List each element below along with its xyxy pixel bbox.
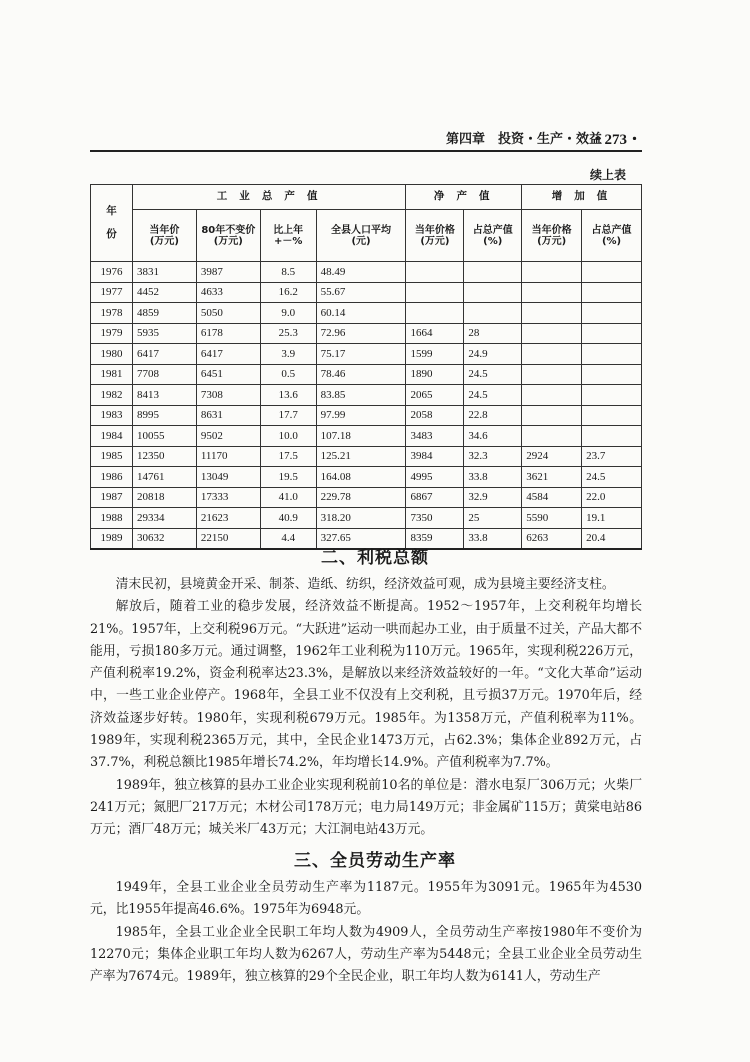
- table-cell: 5935: [132, 323, 196, 344]
- table-cell: 72.96: [316, 323, 406, 344]
- table-cell: 3621: [522, 467, 582, 488]
- table-cell: [522, 405, 582, 426]
- table-cell: 24.9: [464, 344, 522, 365]
- group-header-net-output: 净 产 值: [406, 185, 522, 210]
- table-cell: [522, 323, 582, 344]
- table-cell: 20818: [132, 487, 196, 508]
- table-cell: [522, 262, 582, 283]
- table-cell: 125.21: [316, 446, 406, 467]
- column-header: 当年价格 (万元): [522, 210, 582, 262]
- table-cell: 22.8: [464, 405, 522, 426]
- section-title-labor-productivity: 三、全员劳动生产率: [294, 851, 456, 871]
- table-cell: 19.5: [260, 467, 316, 488]
- table-cell: 48.49: [316, 262, 406, 283]
- table-cell: 17.5: [260, 446, 316, 467]
- table-cell: 3987: [196, 262, 260, 283]
- table-cell: 107.18: [316, 426, 406, 447]
- table-cell: 28: [464, 323, 522, 344]
- table-cell: 97.99: [316, 405, 406, 426]
- table-cell: 1599: [406, 344, 464, 365]
- table-row: [91, 282, 642, 303]
- table-cell: 10.0: [260, 426, 316, 447]
- year-cell: 1987: [91, 487, 133, 508]
- year-cell: 1977: [91, 282, 133, 303]
- table-cell: 22150: [196, 528, 260, 549]
- column-header: 占总产值 (%): [582, 210, 642, 262]
- table-cell: [582, 385, 642, 406]
- chapter-title: 第四章 投资・生产・效益: [445, 132, 602, 147]
- table-cell: 318.20: [316, 508, 406, 529]
- table-cell: 1890: [406, 364, 464, 385]
- table-cell: 40.9: [260, 508, 316, 529]
- table-cell: 1664: [406, 323, 464, 344]
- table-cell: 75.17: [316, 344, 406, 365]
- column-header: 占总产值 (%): [464, 210, 522, 262]
- table-cell: 32.3: [464, 446, 522, 467]
- table-cell: 4.4: [260, 528, 316, 549]
- year-cell: 1978: [91, 303, 133, 324]
- table-cell: 19.1: [582, 508, 642, 529]
- table-cell: 2924: [522, 446, 582, 467]
- column-header: 当年价格 (万元): [406, 210, 464, 262]
- table-cell: 83.85: [316, 385, 406, 406]
- industrial-output-table: [90, 184, 642, 550]
- paragraph: 清末民初，县境黄金开采、制茶、造纸、纺织，经济效益可观，成为县境主要经济支柱。: [115, 577, 615, 592]
- table-row: [91, 364, 642, 385]
- table-row: [91, 344, 642, 365]
- table-row: [91, 262, 642, 283]
- table-cell: [522, 344, 582, 365]
- table-cell: 7350: [406, 508, 464, 529]
- table-cell: 25: [464, 508, 522, 529]
- year-cell: 1976: [91, 262, 133, 283]
- table-cell: [582, 323, 642, 344]
- table-cell: 10055: [132, 426, 196, 447]
- table-cell: 33.8: [464, 528, 522, 549]
- table-cell: 4995: [406, 467, 464, 488]
- page-header: [90, 124, 642, 152]
- table-cell: 29334: [132, 508, 196, 529]
- table-cell: [464, 282, 522, 303]
- table-cell: 23.7: [582, 446, 642, 467]
- table-cell: 17.7: [260, 405, 316, 426]
- table-cell: 8413: [132, 385, 196, 406]
- group-header-gross-output: 工 业 总 产 值: [132, 185, 405, 210]
- table-row: [91, 405, 642, 426]
- table-cell: 7708: [132, 364, 196, 385]
- table-cell: 16.2: [260, 282, 316, 303]
- table-cell: 3.9: [260, 344, 316, 365]
- table-cell: 22.0: [582, 487, 642, 508]
- table-cell: [464, 262, 522, 283]
- table-cell: 5050: [196, 303, 260, 324]
- table-cell: [522, 426, 582, 447]
- year-cell: 1988: [91, 508, 133, 529]
- group-header-value-added: 增 加 值: [522, 185, 642, 210]
- table-cell: 12350: [132, 446, 196, 467]
- table-cell: 4452: [132, 282, 196, 303]
- paragraph: 1989年，独立核算的县办工业企业实现利税前10名的单位是：潜水电泵厂306万元；火柴厂241万元；氮肥厂217万元；木材公司178万元；电力局149万元；非金属矿115万；黄棠电站86万元；酒厂48万元；城关米厂43万元；大江洞电站43万元。: [90, 777, 642, 838]
- table-cell: 60.14: [316, 303, 406, 324]
- table-cell: 3483: [406, 426, 464, 447]
- table-cell: [464, 303, 522, 324]
- column-header: 80年不变价 (万元): [196, 210, 260, 262]
- table-row: [91, 426, 642, 447]
- year-cell: 1989: [91, 528, 133, 549]
- continuation-label: 续上表: [589, 168, 626, 182]
- year-cell: 1979: [91, 323, 133, 344]
- table-cell: 9.0: [260, 303, 316, 324]
- table-cell: 24.5: [582, 467, 642, 488]
- paragraph: 1985年，全县工业企业全民职工年均人数为4909人，全员劳动生产率按1980年不变价为12270元；集体企业职工年均人数为6267人，劳动生产率为5448元；全县工业企业全员劳动生产率为7674元。1989年，独立核算的29个全民企业，职工年均人数为6141人，劳动生产: [90, 924, 642, 985]
- table-cell: 41.0: [260, 487, 316, 508]
- table-cell: 8359: [406, 528, 464, 549]
- table-cell: 25.3: [260, 323, 316, 344]
- table-cell: 7308: [196, 385, 260, 406]
- table-cell: 8.5: [260, 262, 316, 283]
- year-header: 年 份: [91, 185, 133, 262]
- table-row: [91, 303, 642, 324]
- table-row: [91, 446, 642, 467]
- table-cell: [522, 385, 582, 406]
- table-cell: 13049: [196, 467, 260, 488]
- table-cell: 24.5: [464, 385, 522, 406]
- table-cell: 3831: [132, 262, 196, 283]
- section-title-profit-tax: 二、利税总额: [321, 548, 429, 568]
- table-row: [91, 385, 642, 406]
- table-row: [91, 487, 642, 508]
- paragraph: 1949年，全县工业企业全员劳动生产率为1187元。1955年为3091元。1965年为4530元，比1955年提高46.6%。1975年为6948元。: [90, 880, 642, 918]
- table-cell: 164.08: [316, 467, 406, 488]
- table-cell: 78.46: [316, 364, 406, 385]
- year-cell: 1983: [91, 405, 133, 426]
- table-cell: [522, 303, 582, 324]
- table-cell: 9502: [196, 426, 260, 447]
- section-body-profit-tax: [90, 574, 642, 842]
- table-cell: [582, 282, 642, 303]
- table-row: [91, 467, 642, 488]
- year-cell: 1982: [91, 385, 133, 406]
- page-number: ・273・: [589, 132, 642, 148]
- table-cell: 8631: [196, 405, 260, 426]
- year-cell: 1980: [91, 344, 133, 365]
- table-cell: 11170: [196, 446, 260, 467]
- column-header: 全县人口平均 (元): [316, 210, 406, 262]
- year-cell: 1986: [91, 467, 133, 488]
- table-cell: 6417: [196, 344, 260, 365]
- table-cell: 17333: [196, 487, 260, 508]
- table-cell: [406, 262, 464, 283]
- table-cell: 34.6: [464, 426, 522, 447]
- table-cell: 6867: [406, 487, 464, 508]
- table-cell: [522, 282, 582, 303]
- table-cell: 3984: [406, 446, 464, 467]
- table-cell: 5590: [522, 508, 582, 529]
- table-cell: 20.4: [582, 528, 642, 549]
- table-cell: 30632: [132, 528, 196, 549]
- table-cell: 4633: [196, 282, 260, 303]
- table-cell: 13.6: [260, 385, 316, 406]
- table-cell: 55.67: [316, 282, 406, 303]
- table-cell: [406, 303, 464, 324]
- table-cell: 327.65: [316, 528, 406, 549]
- table-cell: 2058: [406, 405, 464, 426]
- table-cell: 2065: [406, 385, 464, 406]
- table-cell: [522, 364, 582, 385]
- table-cell: 229.78: [316, 487, 406, 508]
- table-cell: 6263: [522, 528, 582, 549]
- column-header: 比上年 +－%: [260, 210, 316, 262]
- table-cell: 8995: [132, 405, 196, 426]
- table-cell: 33.8: [464, 467, 522, 488]
- table-cell: [582, 405, 642, 426]
- table-cell: 21623: [196, 508, 260, 529]
- paragraph: 解放后，随着工业的稳步发展，经济效益不断提高。1952～1957年，上交利税年均增长21%。1957年，上交利税96万元。“大跃进”运动一哄而起办工业，由于质量不过关，产品大都不能用，亏损180多万元。通过调整，1962年工业利税为110万元。1965年，实现利税226万元，产值利税率19.2%，资金利税率达23.3%，是解放以来经济效益较好的一年。“文化大革命”运动中，一些工业企业停产。1968年，全县工业不仅没有上交利税，且亏损37万元。1970年后，经济效益逐步好转。1980年，实现利税679万元。1985年。为1358万元，产值利税率为11%。1989年，实现利税2365万元，其中，全民企业1473万元，占62.3%；集体企业892万元，占37.7%，利税总额比1985年增长74.2%，年均增长14.9%。产值利税率为7.7%。: [90, 599, 642, 771]
- table-row: [91, 323, 642, 344]
- table-cell: [582, 426, 642, 447]
- year-cell: 1984: [91, 426, 133, 447]
- column-header: 当年价 (万元): [132, 210, 196, 262]
- table-row: [91, 508, 642, 529]
- table-cell: 24.5: [464, 364, 522, 385]
- table-cell: [582, 262, 642, 283]
- table-cell: 6451: [196, 364, 260, 385]
- table-cell: 0.5: [260, 364, 316, 385]
- table-cell: 14761: [132, 467, 196, 488]
- year-cell: 1981: [91, 364, 133, 385]
- table-cell: [406, 282, 464, 303]
- table-cell: 4584: [522, 487, 582, 508]
- table-cell: [582, 303, 642, 324]
- table-cell: 6178: [196, 323, 260, 344]
- year-cell: 1985: [91, 446, 133, 467]
- section-body-labor-productivity: [90, 877, 642, 988]
- table-cell: [582, 364, 642, 385]
- table-cell: 6417: [132, 344, 196, 365]
- table-cell: [582, 344, 642, 365]
- table-cell: 4859: [132, 303, 196, 324]
- table-cell: 32.9: [464, 487, 522, 508]
